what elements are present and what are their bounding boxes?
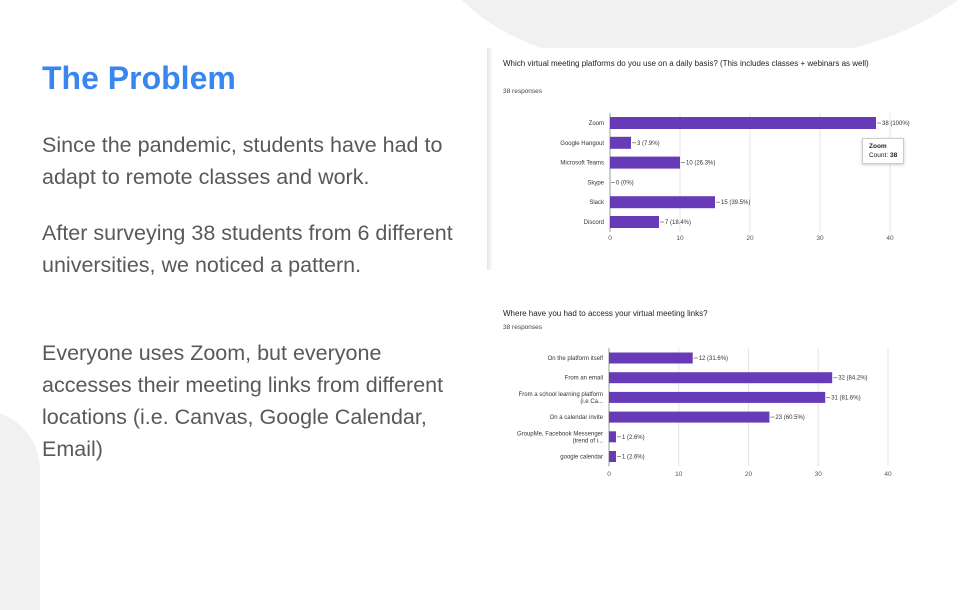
x-tick-label: 0 [607,471,611,478]
data-label: 31 (81.6%) [831,395,860,401]
data-label: 1 (2.6%) [622,435,645,441]
chart-title: Which virtual meeting platforms do you use on a daily basis? (This includes classes + webinars as well) [503,58,903,69]
category-label: Slack [589,200,605,206]
paragraph-pandemic: Since the pandemic, students have had to adapt to remote classes and work. [42,129,472,193]
tooltip-count [869,151,897,160]
category-label: Zoom [589,121,604,127]
bar [610,196,715,208]
category-label: google calendar [560,455,603,461]
bar [610,157,680,169]
bar [609,412,769,423]
bar [610,137,631,149]
slide-title: The Problem [42,60,236,97]
category-label: On a calendar invite [550,415,604,421]
chart-link-locations [487,300,927,492]
paragraph-zoom: Everyone uses Zoom, but everyone accesses their meeting links from different locations (i.e. Canvas, Google Calendar, Email) [42,337,472,465]
data-label: 7 (18.4%) [665,220,691,226]
data-label: 1 (2.6%) [622,455,645,461]
data-label: 32 (84.2%) [838,376,867,382]
chart-platforms [487,48,927,270]
category-label: From a school learning platform (i.e Ca... [519,392,604,405]
tooltip-title: Zoom [869,142,897,151]
data-label: 23 (60.5%) [775,415,804,421]
x-tick-label: 40 [884,471,892,478]
x-tick-label: 20 [746,235,754,242]
category-label: From an email [565,376,603,382]
bar [610,216,659,228]
data-label: 3 (7.9%) [637,141,660,147]
category-label: On the platform itself [548,356,604,362]
chart-platforms-svg [487,48,927,270]
category-label: GroupMe, Facebook Messenger (trend of i... [517,431,603,444]
category-label: Google Hangout [560,141,604,147]
data-label: 12 (31.6%) [699,356,728,362]
bar [609,451,616,462]
chart-link-locations-svg [487,300,927,492]
data-label: 10 (26.3%) [686,161,715,167]
chart-title: Where have you had to access your virtual meeting links? [503,308,903,319]
data-label: 0 (0%) [616,180,634,186]
x-tick-label: 0 [608,235,612,242]
data-label: 15 (39.5%) [721,200,750,206]
x-tick-label: 20 [745,471,753,478]
bar [610,117,876,129]
chart-response-count: 38 responses [503,88,542,95]
x-tick-label: 40 [886,235,894,242]
tooltip-count-label: Count: [869,152,890,159]
bar [609,353,693,364]
chart-response-count: 38 responses [503,324,542,331]
x-tick-label: 30 [816,235,824,242]
bar [609,392,825,403]
tooltip-count-value: 38 [890,152,897,159]
x-tick-label: 10 [676,235,684,242]
bar [609,372,832,383]
category-label: Discord [584,220,604,226]
chart-tooltip [862,138,904,164]
bar [609,431,616,442]
category-label: Skype [587,180,604,186]
data-label: 38 (100%) [882,121,910,127]
category-label: Microsoft Teams [560,161,604,167]
x-tick-label: 30 [815,471,823,478]
x-tick-label: 10 [675,471,683,478]
paragraph-survey: After surveying 38 students from 6 different universities, we noticed a pattern. [42,217,472,281]
background-shape-left [0,410,40,610]
